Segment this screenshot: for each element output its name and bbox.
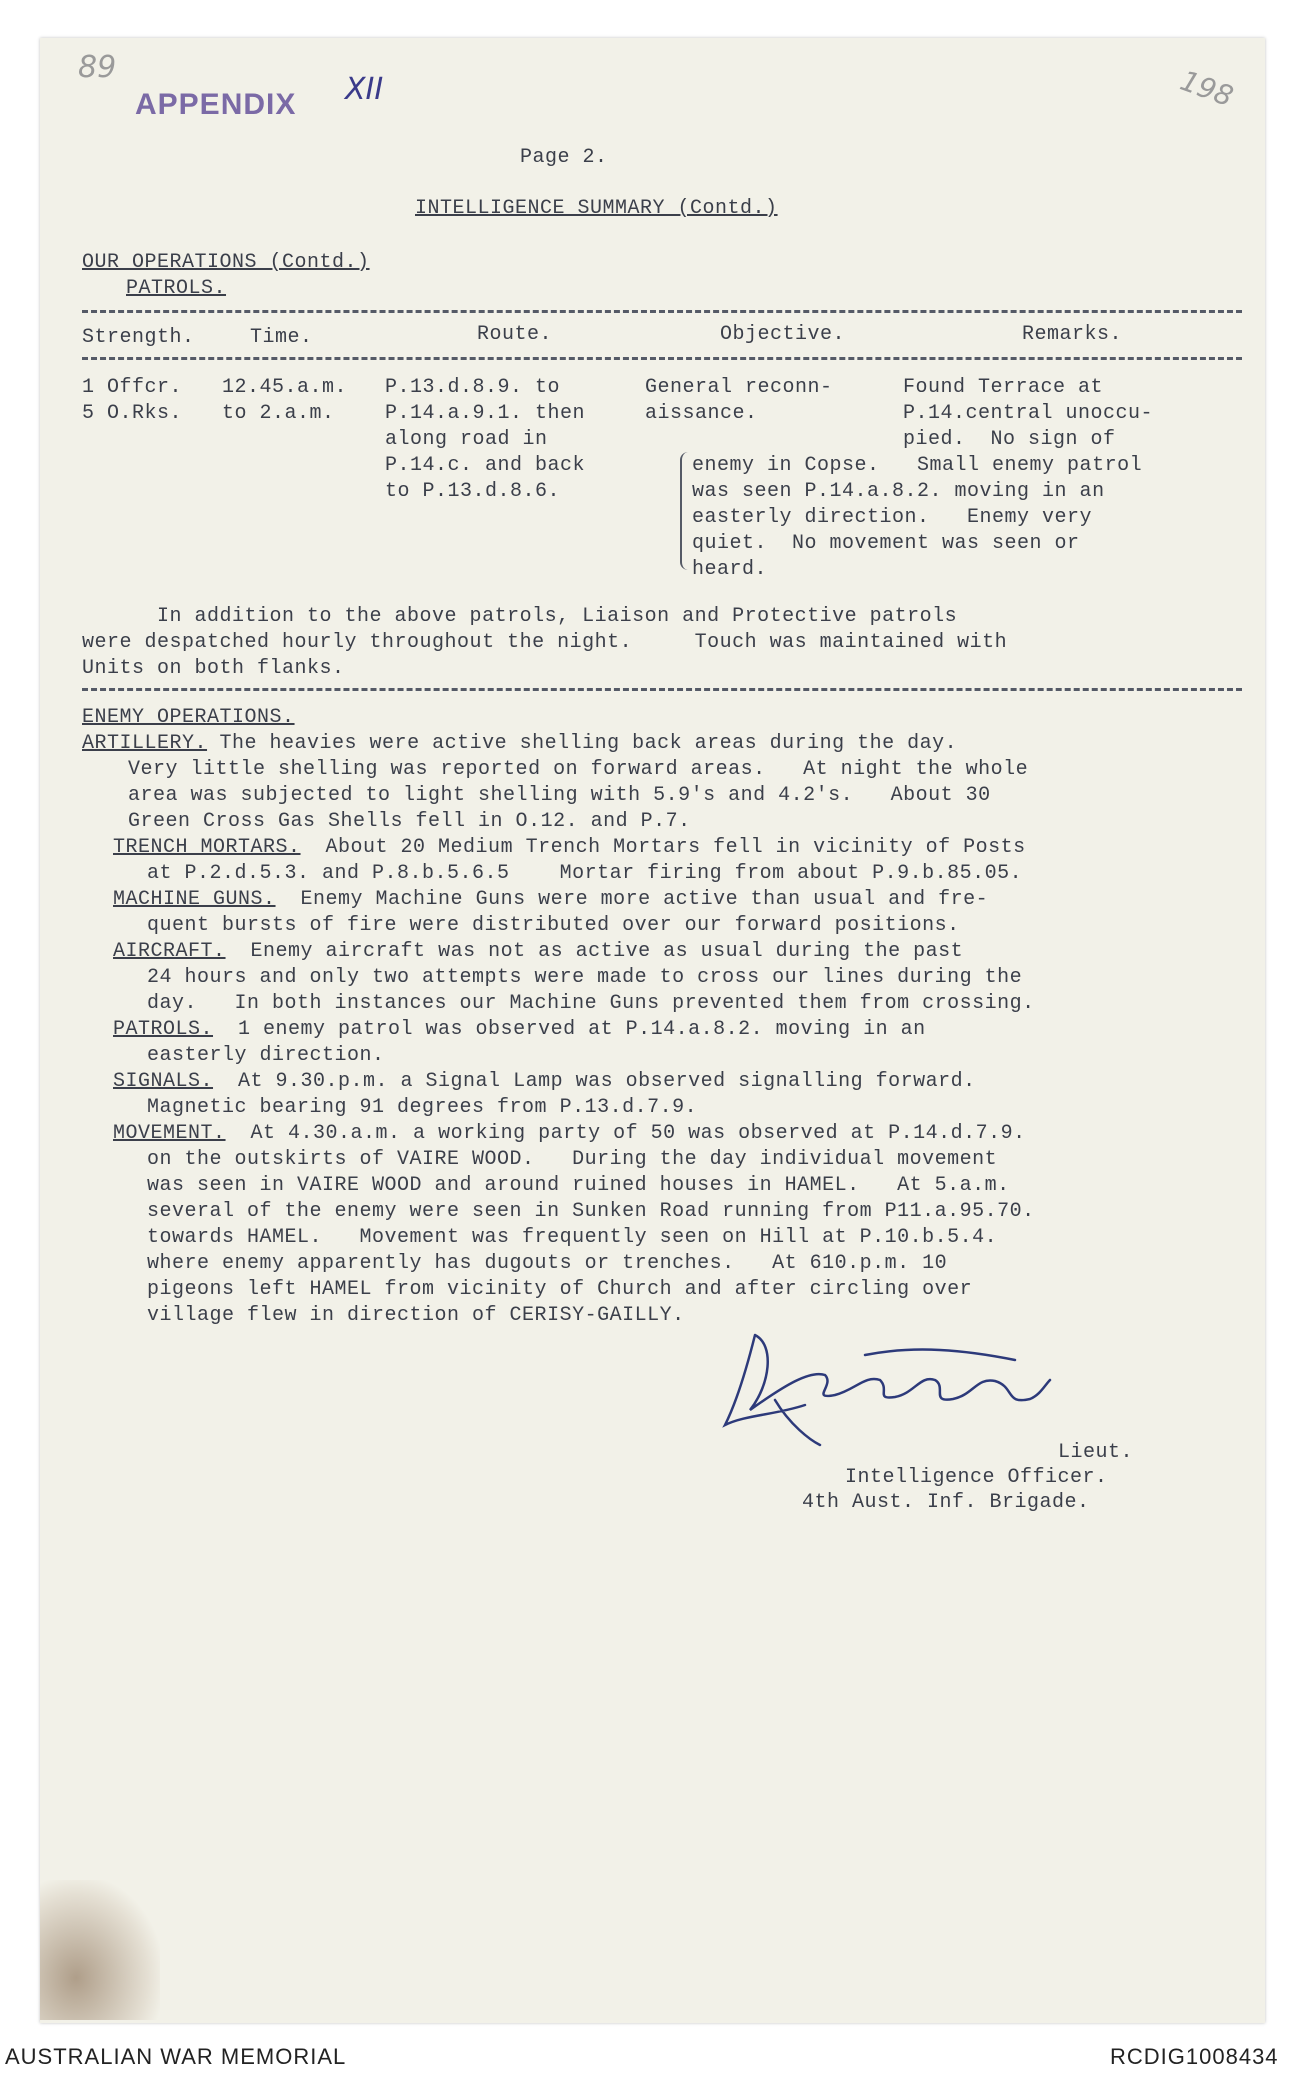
dashed-rule	[82, 688, 1242, 691]
objective-cell: aissance.	[645, 402, 758, 425]
section-first-line	[113, 1069, 976, 1095]
route-cell: P.13.d.8.9. to	[385, 376, 561, 399]
section-text: At 9.30.p.m. a Signal Lamp was observed signalling forward.	[213, 1070, 976, 1093]
strength-cell: 1 Offcr.	[82, 376, 183, 399]
pencil-folio-left: 89	[78, 50, 117, 85]
patrols-subheading: PATROLS.	[126, 277, 227, 300]
section-line: village flew in direction of CERISY-GAILLY.	[147, 1304, 685, 1327]
time-cell: to 2.a.m.	[222, 402, 335, 425]
section-label: PATROLS.	[113, 1018, 214, 1041]
strength-cell: 5 O.Rks.	[82, 402, 183, 425]
col-time: Time.	[250, 326, 313, 349]
remarks-cell: pied. No sign of	[903, 428, 1116, 451]
remarks-cell: P.14.central unoccu-	[903, 402, 1154, 425]
section-first-line	[113, 939, 963, 965]
section-text: Enemy Machine Guns were more active than usual and fre-	[275, 888, 989, 911]
dashed-rule	[82, 310, 1242, 313]
pencil-folio-right: 198	[1175, 63, 1238, 114]
section-text: Enemy aircraft was not as active as usual during the past	[225, 940, 964, 963]
section-first-line	[113, 1121, 1026, 1147]
section-line: quent bursts of fire were distributed over our forward positions.	[147, 914, 960, 937]
section-line: Very little shelling was reported on forward areas. At night the whole	[128, 758, 1029, 781]
handwritten-numeral: XII	[345, 72, 384, 107]
section-line: on the outskirts of VAIRE WOOD. During the day individual movement	[147, 1148, 998, 1171]
section-line: area was subjected to light shelling with 5.9's and 4.2's. About 30	[128, 784, 991, 807]
section-line: pigeons left HAMEL from vicinity of Church and after circling over	[147, 1278, 973, 1301]
page-number: Page 2.	[520, 146, 608, 169]
section-line: towards HAMEL. Movement was frequently seen on Hill at P.10.b.5.4.	[147, 1226, 998, 1249]
col-objective: Objective.	[720, 323, 846, 346]
section-line: at P.2.d.5.3. and P.8.b.5.6.5 Mortar firing from about P.9.b.85.05.	[147, 862, 1023, 885]
route-cell: to P.13.d.8.6.	[385, 480, 561, 503]
remarks-cont: enemy in Copse. Small enemy patrol	[692, 454, 1143, 477]
section-line: was seen in VAIRE WOOD and around ruined houses in HAMEL. At 5.a.m.	[147, 1174, 1010, 1197]
signature-rank: Lieut.	[1058, 1441, 1134, 1464]
route-cell: along road in	[385, 428, 548, 451]
remarks-cont: heard.	[692, 558, 768, 581]
section-first-line	[82, 731, 957, 757]
section-text: About 20 Medium Trench Mortars fell in vicinity of Posts	[300, 836, 1026, 859]
route-cell: P.14.a.9.1. then	[385, 402, 586, 425]
section-first-line	[113, 835, 1026, 861]
col-strength: Strength.	[82, 326, 195, 349]
paragraph-line: Units on both flanks.	[82, 657, 345, 680]
age-stain	[40, 1880, 160, 2020]
objective-cell: General reconn-	[645, 376, 833, 399]
section-line: Green Cross Gas Shells fell in O.12. and P.7.	[128, 810, 691, 833]
footer-id: RCDIG1008434	[1110, 2044, 1279, 2069]
section-text: 1 enemy patrol was observed at P.14.a.8.2. moving in an	[213, 1018, 926, 1041]
section-line: 24 hours and only two attempts were made to cross our lines during the	[147, 966, 1023, 989]
section-label: ARTILLERY.	[82, 732, 208, 755]
remarks-cont: was seen P.14.a.8.2. moving in an	[692, 480, 1105, 503]
section-label: TRENCH MORTARS.	[113, 836, 301, 859]
section-line: day. In both instances our Machine Guns prevented them from crossing.	[147, 992, 1035, 1015]
section-text: The heavies were active shelling back areas during the day.	[207, 732, 958, 755]
bracket-mark	[680, 452, 692, 570]
section-first-line	[113, 1017, 926, 1043]
dashed-rule	[82, 357, 1242, 360]
col-remarks: Remarks.	[1022, 323, 1123, 346]
route-cell: P.14.c. and back	[385, 454, 586, 477]
col-route: Route.	[477, 323, 553, 346]
remarks-cont: quiet. No movement was seen or	[692, 532, 1080, 555]
section-line: where enemy apparently has dugouts or trenches. At 610.p.m. 10	[147, 1252, 948, 1275]
time-cell: 12.45.a.m.	[222, 376, 348, 399]
paragraph-line: In addition to the above patrols, Liaison and Protective patrols	[82, 605, 958, 628]
enemy-operations-heading: ENEMY OPERATIONS.	[82, 706, 295, 729]
section-first-line	[113, 887, 988, 913]
section-label: MOVEMENT.	[113, 1122, 226, 1145]
document-title: INTELLIGENCE SUMMARY (Contd.)	[415, 197, 778, 220]
section-text: At 4.30.a.m. a working party of 50 was observed at P.14.d.7.9.	[225, 1122, 1026, 1145]
section-label: SIGNALS.	[113, 1070, 214, 1093]
section-line: several of the enemy were seen in Sunken Road running from P11.a.95.70.	[147, 1200, 1035, 1223]
handwritten-signature	[715, 1315, 1055, 1455]
section-label: AIRCRAFT.	[113, 940, 226, 963]
signature-role: Intelligence Officer.	[845, 1466, 1108, 1489]
footer-credit: AUSTRALIAN WAR MEMORIAL	[5, 2044, 347, 2069]
signature-unit: 4th Aust. Inf. Brigade.	[802, 1491, 1090, 1514]
remarks-cont: easterly direction. Enemy very	[692, 506, 1093, 529]
section-line: Magnetic bearing 91 degrees from P.13.d.7.9.	[147, 1096, 698, 1119]
section-line: easterly direction.	[147, 1044, 385, 1067]
our-operations-heading: OUR OPERATIONS (Contd.)	[82, 251, 370, 274]
appendix-stamp: APPENDIX	[135, 88, 297, 121]
paragraph-line: were despatched hourly throughout the night. Touch was maintained with	[82, 631, 1008, 654]
remarks-cell: Found Terrace at	[903, 376, 1104, 399]
section-label: MACHINE GUNS.	[113, 888, 276, 911]
